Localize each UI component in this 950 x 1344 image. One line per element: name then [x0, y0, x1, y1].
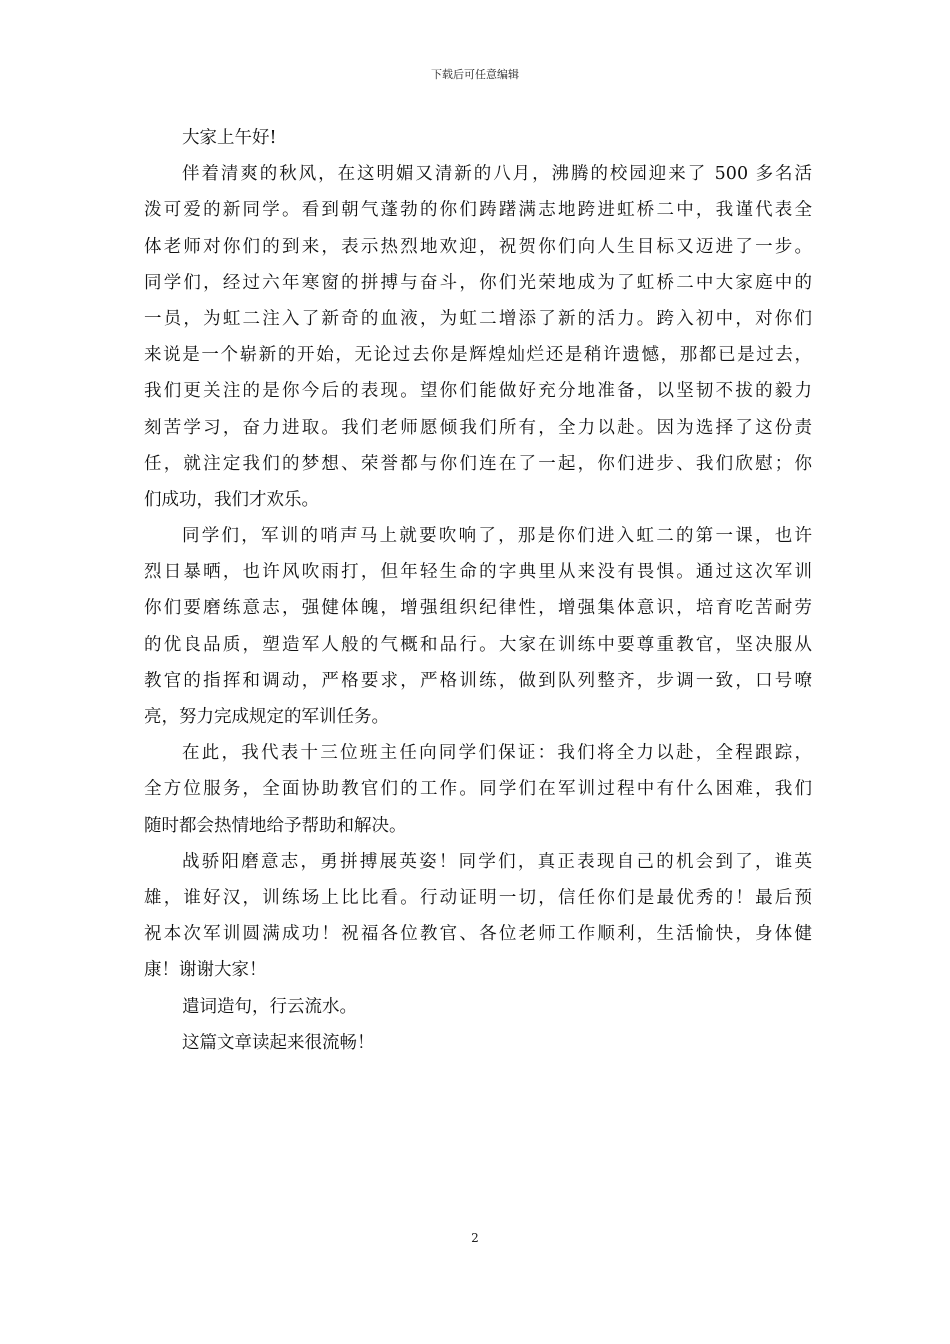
- paragraph-line: 康！谢谢大家！: [144, 960, 267, 981]
- paragraph-line: 雄，谁好汉，训练场上比比看。行动证明一切，信任你们是最优秀的！最后预: [144, 887, 812, 908]
- paragraph-line: 祝本次军训圆满成功！祝福各位教官、各位老师工作顺利，生活愉快，身体健: [144, 924, 812, 945]
- paragraph-line: 泼可爱的新同学。看到朝气蓬勃的你们踌躇满志地跨进虹桥二中，我谨代表全: [144, 200, 812, 221]
- paragraph-line: 教官的指挥和调动，严格要求，严格训练，做到队列整齐，步调一致，口号嘹: [144, 670, 812, 691]
- paragraph-line: 在此，我代表十三位班主任向同学们保证：我们将全力以赴，全程跟踪，: [182, 743, 812, 764]
- comment-line: 这篇文章读起来很流畅！: [182, 1032, 375, 1053]
- paragraph-line: 一员，为虹二注入了新奇的血液，为虹二增添了新的活力。跨入初中，对你们: [144, 308, 812, 329]
- paragraph-line: 你们要磨练意志，强健体魄，增强组织纪律性，增强集体意识，培育吃苦耐劳: [144, 598, 812, 619]
- document-body: [144, 120, 812, 1061]
- comment-line: 遣词造句，行云流水。: [182, 996, 357, 1017]
- paragraph-line: 随时都会热情地给予帮助和解决。: [144, 815, 407, 836]
- paragraph-line: 全方位服务，全面协助教官们的工作。同学们在军训过程中有什么困难，我们: [144, 779, 812, 800]
- paragraph-line: 伴着清爽的秋风，在这明媚又清新的八月，沸腾的校园迎来了 500 多名活: [182, 164, 812, 185]
- page-header: 下载后可任意编辑: [431, 68, 519, 81]
- paragraph-line: 我们更关注的是你今后的表现。望你们能做好充分地准备，以坚韧不拔的毅力: [144, 381, 812, 402]
- paragraph-line: 刻苦学习，奋力进取。我们老师愿倾我们所有，全力以赴。因为选择了这份责: [144, 417, 812, 438]
- paragraph-line: 烈日暴晒，也许风吹雨打，但年轻生命的字典里从来没有畏惧。通过这次军训: [144, 562, 812, 583]
- paragraph-line: 亮，努力完成规定的军训任务。: [144, 707, 389, 727]
- greeting-line: 大家上午好!: [182, 128, 277, 148]
- paragraph-line: 任，就注定我们的梦想、荣誉都与你们连在了一起，你们进步、我们欣慰；你: [144, 453, 812, 474]
- paragraph-line: 来说是一个崭新的开始，无论过去你是辉煌灿烂还是稍许遗憾，那都已是过去，: [144, 345, 812, 366]
- paragraph-line: 们成功，我们才欢乐。: [144, 489, 319, 510]
- paragraph-line: 同学们，经过六年寒窗的拼搏与奋斗，你们光荣地成为了虹桥二中大家庭中的: [144, 272, 812, 293]
- paragraph-line: 的优良品质，塑造军人般的气概和品行。大家在训练中要尊重教官，坚决服从: [144, 634, 812, 655]
- paragraph-line: 体老师对你们的到来，表示热烈地欢迎，祝贺你们向人生目标又迈进了一步。: [144, 236, 812, 257]
- page-number: 2: [471, 1231, 479, 1245]
- paragraph-line: 同学们，军训的哨声马上就要吹响了，那是你们进入虹二的第一课，也许: [182, 526, 812, 547]
- paragraph-line: 战骄阳磨意志，勇拼搏展英姿！同学们，真正表现自己的机会到了，谁英: [182, 851, 812, 872]
